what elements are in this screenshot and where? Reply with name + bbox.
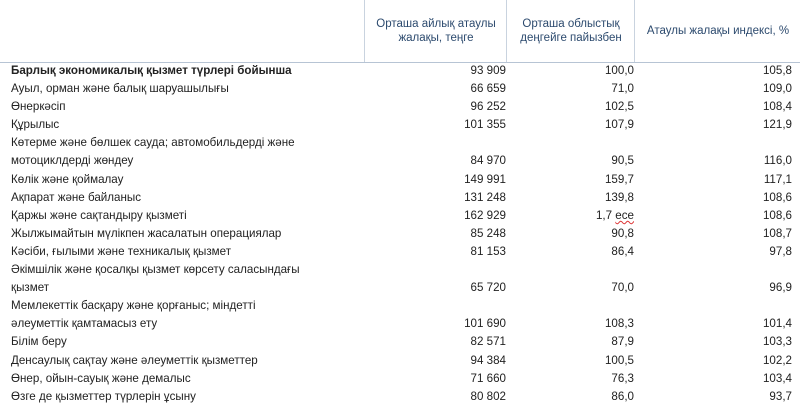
row-label [11,80,361,98]
table-row [0,98,800,116]
row-label-line: Мемлекеттік басқару және қорғаныс; міндетті [11,299,256,313]
row-label-line: әлеуметтік қамтамасыз ету [11,317,158,331]
cell-avg-wage: 81 153 [470,244,506,258]
table-row [0,171,800,189]
cell-percent-regional: 1,7 есе [595,208,634,222]
header-avg-monthly-wage: Орташа айлық атаулы жалақы, теңге [364,0,507,62]
cell-percent-regional: 90,5 [611,154,634,168]
row-label-line: Қаржы және сақтандыру қызметі [11,208,187,222]
cell-avg-wage: 84 970 [470,154,506,168]
row-label-line: Жылжымайтын мүлікпен жасалатын операциялар [11,226,282,240]
row-label-line: Көлік және қоймалау [11,172,124,186]
row-label [11,98,361,116]
row-label [11,352,361,370]
table-row [0,297,800,333]
table-row [0,189,800,207]
cell-wage-index: 96,9 [769,281,792,295]
table-row [0,80,800,98]
row-label [11,171,361,189]
row-label [11,189,361,207]
cell-percent-regional: 90,8 [611,226,634,240]
row-label-line: Барлық экономикалық қызмет түрлері бойынша [11,64,292,77]
row-label-line: Өзге де қызметтер түрлерін ұсыну [11,389,196,403]
cell-wage-index: 108,6 [762,190,792,204]
row-label [11,388,361,406]
row-label-line: Денсаулық сақтау және әлеуметтік қызметтер [11,353,258,367]
cell-avg-wage: 80 802 [470,389,506,403]
cell-wage-index: 102,2 [762,353,792,367]
cell-wage-index: 108,7 [762,226,792,240]
cell-wage-index: 103,3 [762,335,792,349]
cell-avg-wage: 101 355 [464,118,506,132]
row-label-line: Өнер, ойын-сауық және демалыс [11,371,191,385]
row-label [11,370,361,388]
cell-avg-wage: 131 248 [464,190,506,204]
cell-percent-regional: 108,3 [604,317,634,331]
table-header [0,0,800,63]
cell-avg-wage: 94 384 [470,353,506,367]
cell-wage-index: 105,8 [762,64,792,77]
table-row [0,207,800,225]
table-row [0,261,800,297]
cell-wage-index: 93,7 [769,389,792,403]
cell-percent-regional: 102,5 [604,100,634,114]
row-label-line: Білім беру [11,335,67,349]
table-row [0,62,800,80]
cell-wage-index: 116,0 [763,154,792,168]
row-label [11,261,361,297]
cell-percent-regional: 100,5 [604,353,634,367]
cell-avg-wage: 71 660 [470,371,506,385]
cell-percent-regional: 159,7 [604,172,634,186]
cell-percent-regional: 87,9 [611,335,634,349]
cell-percent-regional: 107,9 [604,118,634,132]
table-row [0,116,800,134]
cell-percent-regional: 100,0 [604,64,634,77]
cell-avg-wage: 96 252 [470,100,506,114]
table-row [0,333,800,351]
table-row [0,225,800,243]
cell-avg-wage: 162 929 [464,208,506,222]
row-label-line: Ақпарат және байланыс [11,190,142,204]
header-percent-of-regional: Орташа облыстық деңгейге пайызбен [506,0,635,62]
cell-wage-index: 103,4 [762,371,792,385]
row-label-line: қызмет [11,281,50,295]
row-label-line: Өнеркәсіп [11,100,66,114]
cell-percent-regional: 76,3 [611,371,634,385]
cell-avg-wage: 85 248 [470,226,506,240]
cell-percent-regional: 86,0 [611,389,634,403]
table-row [0,370,800,388]
cell-avg-wage: 149 991 [464,172,506,186]
cell-avg-wage: 66 659 [470,82,506,96]
cell-percent-regional: 86,4 [611,244,634,258]
cell-wage-index: 101,4 [762,317,792,331]
cell-wage-index: 108,4 [762,100,792,114]
cell-avg-wage: 82 571 [470,335,506,349]
row-label-line: Көтерме және бөлшек сауда; автомобильдерді және [11,136,295,150]
row-label-line: Құрылыс [11,118,60,132]
table-row [0,352,800,370]
cell-percent-regional: 70,0 [611,281,634,295]
cell-wage-index: 121,9 [762,118,792,132]
cell-percent-regional: 139,8 [604,190,634,204]
row-label [11,207,361,225]
cell-wage-index: 108,6 [762,208,792,222]
cell-percent-regional: 71,0 [611,82,634,96]
row-label-line: мотоциклдерді жөндеу [11,154,134,168]
row-label [11,62,361,80]
cell-avg-wage: 93 909 [470,64,506,77]
row-label-line: Кәсіби, ғылыми және техникалық қызмет [11,244,232,258]
row-label [11,116,361,134]
cell-avg-wage: 65 720 [470,281,506,295]
row-label [11,134,361,170]
row-label [11,225,361,243]
table-row [0,243,800,261]
table-body [0,62,800,406]
cell-avg-wage: 101 690 [464,317,506,331]
cell-wage-index: 97,8 [769,244,792,258]
row-label [11,333,361,351]
cell-wage-index: 109,0 [762,82,792,96]
row-label [11,243,361,261]
table-row [0,388,800,406]
row-label-line: Ауыл, орман және балық шаруашылығы [11,82,229,96]
row-label [11,297,361,333]
header-wage-index: Атаулы жалақы индексі, % [634,0,800,62]
row-label-line: Әкімшілік және қосалқы қызмет көрсету саласындағы [11,263,300,277]
cell-wage-index: 117,1 [763,172,792,186]
table-row [0,134,800,170]
